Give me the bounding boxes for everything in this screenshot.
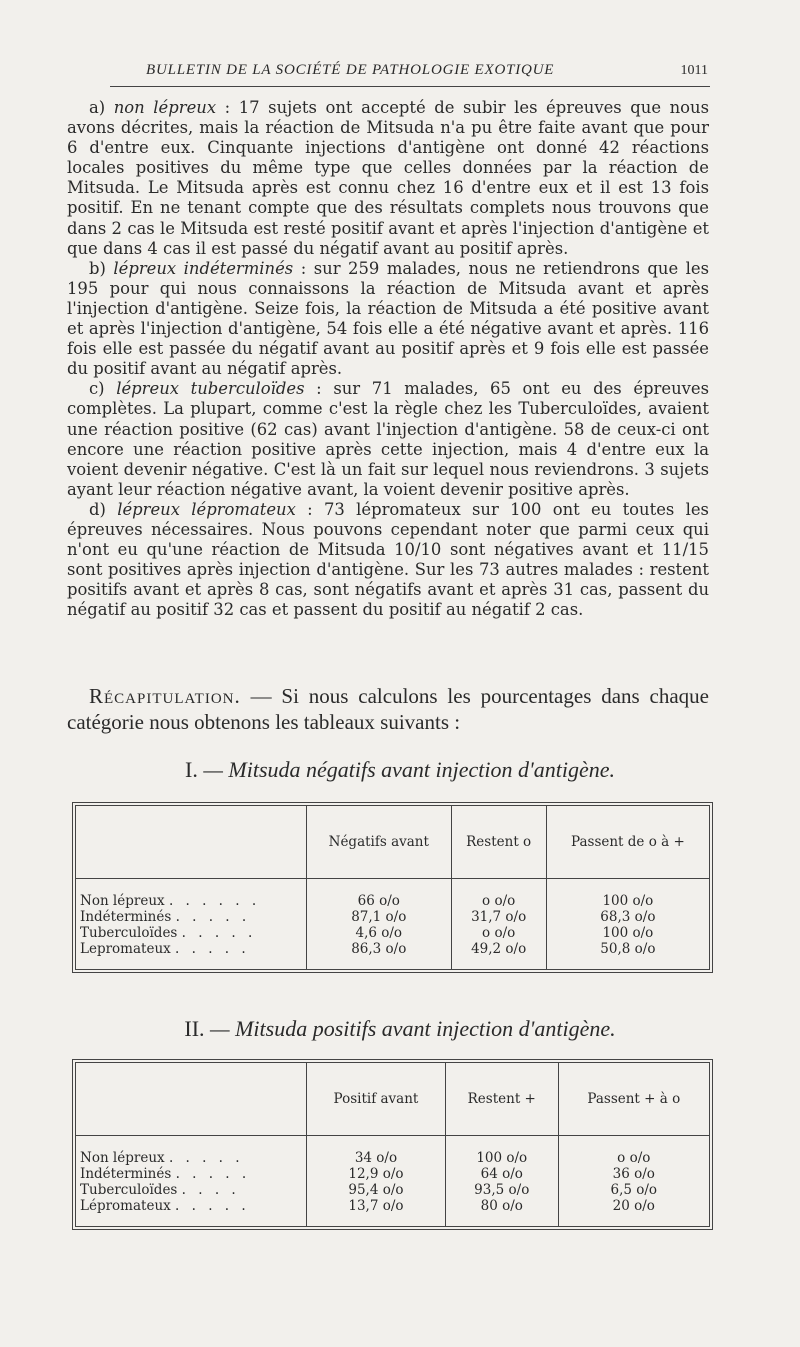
leader-dots: . . . . . bbox=[168, 1150, 244, 1166]
table-cell: 95,4 o/o bbox=[307, 1182, 446, 1198]
table-cell: 20 o/o bbox=[558, 1198, 709, 1214]
table-row bbox=[76, 1166, 709, 1182]
table-cell: 13,7 o/o bbox=[307, 1198, 446, 1214]
table-2-col-header: Positif avant bbox=[307, 1063, 446, 1136]
recap-text: — Si nous calculons les pourcentages dans chaque catégorie nous obtenons les tableaux suivants : bbox=[67, 684, 709, 734]
table-cell: 100 o/o bbox=[546, 925, 709, 941]
paragraph-c bbox=[67, 379, 709, 500]
paragraph-b-text: : sur 259 malades, nous ne retiendrons que les 195 pour qui nous connaissons la réaction de Mitsuda avant et après l'injection d'antigène. Seize fois, la réaction de Mitsuda a été positive avant et après l'injection d'antigène, 54 fois elle a été négative avant et après. 116 fois elle est passée du négatif avant au positif après et 9 fois elle est passée du positif avant au négatif après. bbox=[67, 258, 709, 379]
table-cell: 93,5 o/o bbox=[445, 1182, 558, 1198]
table-cell: 34 o/o bbox=[307, 1150, 446, 1166]
table-cell: 100 o/o bbox=[445, 1150, 558, 1166]
table-2-title bbox=[0, 1016, 800, 1042]
leader-dots: . . . . . bbox=[175, 1166, 251, 1182]
row-label: Indéterminés bbox=[80, 1166, 172, 1182]
paragraph-c-term: lépreux tuberculoïdes bbox=[116, 379, 305, 399]
row-label: Indéterminés bbox=[80, 909, 172, 925]
row-label: Tuberculoïdes bbox=[80, 925, 178, 941]
table-cell: 80 o/o bbox=[445, 1198, 558, 1214]
row-label: Lépromateux bbox=[80, 1198, 171, 1214]
table-cell: 4,6 o/o bbox=[307, 925, 452, 941]
paragraph-d bbox=[67, 500, 709, 621]
paragraph-b bbox=[67, 259, 709, 380]
table-2-numeral: II. bbox=[184, 1016, 205, 1041]
leader-dots: . . . . . bbox=[181, 925, 257, 941]
row-label: Non lépreux bbox=[80, 1150, 165, 1166]
table-row bbox=[76, 1198, 709, 1214]
table-1-col-header: Négatifs avant bbox=[307, 806, 452, 879]
row-label: Lepromateux bbox=[80, 941, 171, 957]
table-row bbox=[76, 941, 709, 957]
paragraph-d-text: : 73 lépromateux sur 100 ont eu toutes les épreuves nécessaires. Nous pouvons cependant noter que parmi ceux qui n'ont eu qu'une réaction de Mitsuda 10/10 sont négatives avant et 11/15 sont positives après injection d'antigène. Sur les 73 autres malades : restent positifs avant et après 8 cas, sont négatifs avant et après 31 cas, passent du négatif au positif 32 cas et passent du positif au négatif 2 cas. bbox=[67, 499, 709, 620]
leader-dots: . . . . . bbox=[175, 941, 250, 957]
table-2-col-header: Restent + bbox=[445, 1063, 558, 1136]
table-cell: 49,2 o/o bbox=[451, 941, 546, 957]
recap-heading: Récapitulation. bbox=[89, 684, 241, 708]
page-number: 1011 bbox=[680, 63, 708, 78]
body-text bbox=[67, 98, 709, 620]
paragraph-b-label: b) bbox=[89, 258, 106, 278]
paragraph-a-term: non lépreux bbox=[113, 98, 217, 117]
table-cell: 66 o/o bbox=[307, 893, 452, 909]
paragraph-c-text: : sur 71 malades, 65 ont eu des épreuves complètes. La plupart, comme c'est la règle chez les Tuberculoïdes, avaient une réaction positive (62 cas) avant l'injection d'antigène. 58 de ceux-ci ont encore une réaction positive après cette injection, mais 4 d'entre eux la voient devenir négative. C'est là un fait sur lequel nous reviendrons. 3 sujets ayant leur réaction négative avant, la voient devenir positive après. bbox=[67, 379, 709, 499]
paragraph-a-text: : 17 sujets ont accepté de subir les épreuves que nous avons décrites, mais la réaction de Mitsuda n'a pu être faite avant que pour 6 d'entre eux. Cinquante injections d'antigène ont donné 42 réactions locales positives du même type que celles données par la réaction de Mitsuda. Le Mitsuda après est connu chez 16 d'entre eux et il est 13 fois positif. En ne tenant compte que des résultats complets nous trouvons que dans 2 cas le Mitsuda est resté positif avant et après l'injection d'antigène et que dans 4 cas il est passé du négatif avant au positif après. bbox=[67, 98, 709, 258]
table-cell: 50,8 o/o bbox=[546, 941, 709, 957]
table-row bbox=[76, 909, 709, 925]
table-cell: 68,3 o/o bbox=[546, 909, 709, 925]
table-2-col-header: Passent + à o bbox=[558, 1063, 709, 1136]
table-cell: 87,1 o/o bbox=[307, 909, 452, 925]
table-row bbox=[76, 893, 709, 909]
table-2 bbox=[75, 1062, 710, 1227]
table-cell: 86,3 o/o bbox=[307, 941, 452, 957]
table-cell: o o/o bbox=[451, 893, 546, 909]
table-cell: 36 o/o bbox=[558, 1166, 709, 1182]
paragraph-d-label: d) bbox=[89, 499, 106, 519]
table-cell: 12,9 o/o bbox=[307, 1166, 446, 1182]
table-cell: o o/o bbox=[451, 925, 546, 941]
table-1-title bbox=[0, 757, 800, 783]
paragraph-a-label: a) bbox=[89, 98, 106, 117]
paragraph-b-term: lépreux indéterminés bbox=[113, 258, 294, 278]
row-label: Non lépreux bbox=[80, 893, 165, 909]
leader-dots: . . . . . bbox=[175, 1198, 250, 1214]
table-cell: 100 o/o bbox=[546, 893, 709, 909]
leader-dots: . . . . . . bbox=[168, 893, 261, 909]
table-1-col-header: Restent o bbox=[451, 806, 546, 879]
running-title: BULLETIN DE LA SOCIÉTÉ DE PATHOLOGIE EXOTIQUE bbox=[146, 62, 555, 78]
table-1 bbox=[75, 805, 710, 970]
table-cell: 31,7 o/o bbox=[451, 909, 546, 925]
table-1-caption: — Mitsuda négatifs avant injection d'antigène. bbox=[197, 757, 615, 782]
table-1-numeral: I. bbox=[185, 757, 198, 782]
leader-dots: . . . . . bbox=[175, 909, 251, 925]
table-1-col-header: Passent de o à + bbox=[546, 806, 709, 879]
table-row bbox=[76, 1150, 709, 1166]
paragraph-d-term: lépreux lépromateux bbox=[117, 499, 296, 519]
running-header bbox=[110, 60, 710, 87]
leader-dots: . . . . bbox=[181, 1182, 240, 1198]
table-cell: 6,5 o/o bbox=[558, 1182, 709, 1198]
paragraph-c-label: c) bbox=[89, 379, 105, 399]
table-row bbox=[76, 1182, 709, 1198]
table-1-corner bbox=[76, 806, 307, 879]
paragraph-a bbox=[67, 98, 709, 259]
table-cell: 64 o/o bbox=[445, 1166, 558, 1182]
table-2-caption: — Mitsuda positifs avant injection d'antigène. bbox=[204, 1016, 616, 1041]
table-2-corner bbox=[76, 1063, 307, 1136]
row-label: Tuberculoïdes bbox=[80, 1182, 178, 1198]
table-row bbox=[76, 925, 709, 941]
table-cell: o o/o bbox=[558, 1150, 709, 1166]
recapitulation bbox=[67, 683, 709, 735]
